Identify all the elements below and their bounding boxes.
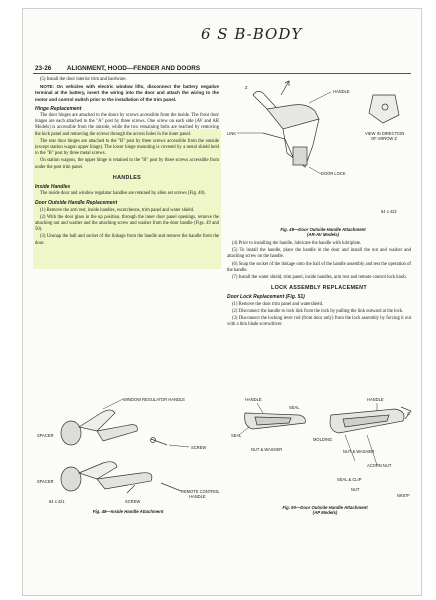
header-rule	[33, 73, 411, 74]
lock-heading: LOCK ASSEMBLY REPLACEMENT	[271, 285, 367, 292]
fig49-label-view: VIEW IN DIRECTION	[365, 131, 405, 136]
fig48-label-remote2: HANDLE	[189, 494, 206, 499]
fig50-caption-line2: (AP Models)	[312, 510, 338, 515]
inside-handles-paragraph: The inside door and window regulator handles are retained by allen set screws (Fig. 48).	[40, 191, 206, 197]
lock-step-1: (1) Remove the door trim panel and watershield.	[232, 301, 324, 307]
left-column	[35, 77, 219, 248]
outside-step-3: (3) Unsnap the ball and socket of the linkage from the handle and remove the handle from the door.	[35, 234, 219, 246]
fig50-label-handle2: HANDLE	[367, 397, 384, 402]
lock-subheading: Door Lock Replacement (Fig. 51)	[227, 294, 305, 301]
outside-handle-heading: Door Outside Handle Replacement	[35, 200, 118, 207]
fig50-label-nut1: NUT & WASHER	[251, 447, 283, 452]
fig49-label-door-lock: DOOR LOCK	[321, 171, 346, 176]
fig48-label-remote1: REMOTE CONTROL	[181, 489, 220, 494]
fig50-code: NK87F	[397, 493, 410, 498]
hinge-paragraph-3: On station wagons, the upper hinge is retained to the "B" post by three screws accessible from under the post trim panel.	[35, 158, 219, 170]
fig49-handle-drawing	[253, 81, 319, 167]
fig49-code: 64 x 422	[381, 209, 397, 214]
install-step-5: (5) To install the handle, place the handle in the door and install the nut and washer and attaching screw on the handle.	[227, 248, 411, 260]
install-step-4: (4) Prior to installing the handle, lubricate the handle with lubriplate.	[232, 241, 362, 246]
step-5: (5) Install the door interior trim and hardware.	[40, 77, 127, 82]
fig48-label-screw1: SCREW	[191, 445, 207, 450]
fig50-illustration	[227, 393, 419, 503]
fig50-label-seal1: SEAL	[289, 405, 300, 410]
page-header	[35, 65, 200, 72]
fig50-label-nut3: NUT	[351, 487, 360, 492]
fig50-label-a: A	[407, 411, 410, 416]
fig50-label-acorn: ACORN NUT	[367, 463, 392, 468]
fig48-label-spacer2: SPACER	[37, 479, 54, 484]
fig48-lower-handle-drawing	[61, 462, 181, 493]
lock-step-3: (3) Disconnect the locking lever rod (front door only) from the lock assembly by forcing it out with a thin blade screwdriver.	[227, 316, 411, 328]
handles-heading: HANDLES	[112, 174, 142, 181]
hinge-paragraph-2: The rear door hinges are attached to the "B" post by three screws accessible from the outside (except station wagon upper hinge). The lower hinge mounting is covered by a metal shield held to the "B" post by three metal screws.	[35, 138, 219, 157]
fig50-label-seal2: SEAL	[231, 433, 242, 438]
fig49-illustration	[223, 75, 413, 225]
fig49-label-link: LINK	[227, 131, 237, 136]
fig49-label-view2: OF ARROW Z	[371, 136, 397, 141]
outside-step-1: (1) Remove the arm rest, inside handles, escutcheons, trim panel and water shield.	[40, 207, 195, 213]
fig49-view-drawing	[369, 95, 399, 123]
fig48-upper-handle-drawing	[61, 410, 167, 445]
hinge-paragraph-1: The door hinges are attached to the doors by screws accessible from the inside. The front door hinges are each attached to the "A" post by three screws. One screw on each side (AV and AR Models) is accessible from the outside, while the two remaining bolts are reached by removing the kick panel and removing the screws through the access holes in the inner panel.	[35, 113, 219, 137]
fig48-label-screw2: SCREW	[125, 499, 141, 504]
hinge-heading: Hinge Replacement	[35, 105, 82, 112]
fig49-caption	[253, 227, 393, 237]
fig49-caption-line2: (AR-AV Models)	[306, 232, 340, 237]
fig50-label-molding: MOLDING	[313, 437, 333, 442]
fig50-label-handle1: HANDLE	[245, 397, 262, 402]
page-title: ALIGNMENT, HOOD—FENDER AND DOORS	[66, 65, 201, 72]
fig48-illustration	[31, 387, 221, 507]
lock-step-2: (2) Disconnect the handle to lock link from the lock by pulling the link outward at the lock.	[232, 308, 404, 314]
right-column	[227, 241, 411, 329]
fig48-caption: Fig. 48—Inside Handle Attachment	[92, 509, 164, 514]
install-step-6: (6) Snap the socket of the linkage onto the ball of the handle assembly and test the operation of the handle.	[227, 261, 411, 273]
note: NOTE: On vehicles with electric window lifts, disconnect the battery negative terminal at the battery, insert the wiring into the door and attach the wiring to the motor and control switch prior to the installation of the trim panel.	[35, 84, 219, 102]
fig48-label-spacer1: SPACER	[37, 433, 54, 438]
fig50-label-seal-clip: SEAL & CLIP	[337, 477, 362, 482]
fig50-right-handle-drawing	[330, 403, 411, 465]
fig50-caption	[255, 505, 395, 515]
fig50-label-nut2: NUT & WASHER	[343, 449, 375, 454]
fig50-caption-line1: Fig. 50—Door Outside Handle Attachment	[282, 505, 368, 510]
fig49-label-handle: HANDLE	[333, 89, 350, 94]
inside-handles-heading: Inside Handles	[35, 184, 71, 191]
fig49-label-z: Z	[245, 85, 248, 90]
fig48-code: 64 x 421	[49, 499, 65, 504]
fig48-label-window-handle: WINDOW REGULATOR HANDLE	[123, 397, 185, 402]
install-step-7: (7) Install the water shield, trim panel, inside handles, arm rest and remote control lock knob.	[232, 275, 407, 281]
manual-page	[22, 8, 422, 596]
fig49-caption-line1: Fig. 49—Door Outside Handle Attachment	[280, 227, 366, 232]
outside-step-2: (2) With the door glass in the up position, through the inner door panel openings, remove the attaching nut and washer and the attaching screw and washer from the door handle (Figs. 49 and 50).	[35, 214, 219, 233]
handwritten-note: 6 S B-BODY	[201, 25, 303, 43]
page-number: 23-26	[35, 65, 52, 72]
